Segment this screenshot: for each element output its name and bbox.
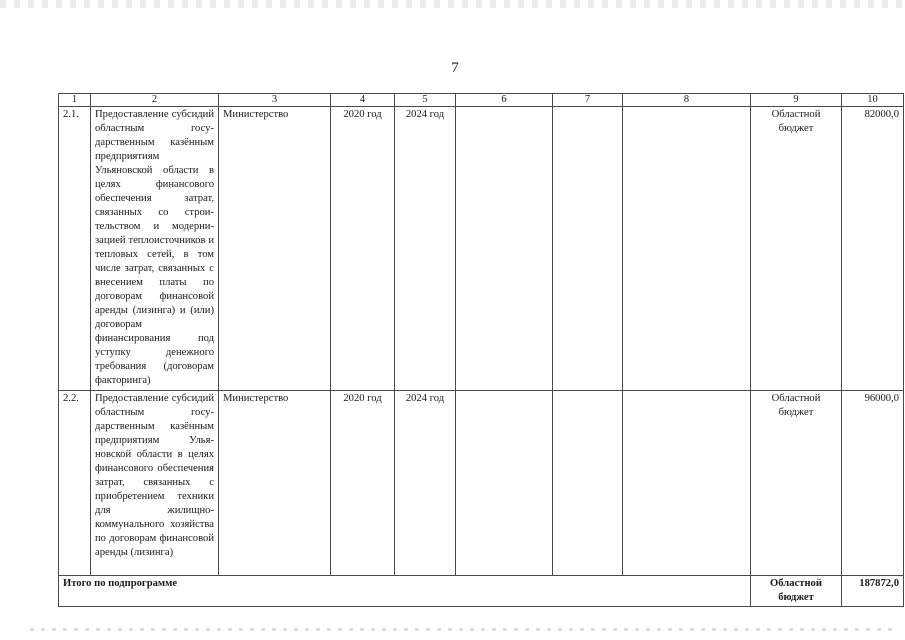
column-header: 2 <box>91 94 219 107</box>
row-amount: 96000,0 <box>842 391 904 576</box>
row-col-8 <box>623 107 751 391</box>
total-label: Итого по подпрограмме <box>59 576 751 607</box>
row-funding-source: Областной бюджет <box>751 391 842 576</box>
row-col-8 <box>623 391 751 576</box>
row-col-7 <box>553 107 623 391</box>
row-funding-source: Областной бюджет <box>751 107 842 391</box>
row-start-year: 2020 год <box>331 107 395 391</box>
total-row <box>59 576 904 607</box>
column-header: 4 <box>331 94 395 107</box>
row-number: 2.2. <box>59 391 91 576</box>
column-header: 8 <box>623 94 751 107</box>
column-header: 9 <box>751 94 842 107</box>
total-funding-source: Областной бюджет <box>751 576 842 607</box>
row-description: Предоставление субсидий областным государственным казённым предприятиям Ульяновской области в целях финансового обеспечения затрат, связанных с приобретением техники для жилищно-коммунального хозяйства по договорам финансовой аренды (лизинга) <box>91 391 219 576</box>
row-number: 2.1. <box>59 107 91 391</box>
scan-edge-top <box>0 0 905 8</box>
row-executor: Министерство <box>219 391 331 576</box>
row-start-year: 2020 год <box>331 391 395 576</box>
column-header: 1 <box>59 94 91 107</box>
row-amount: 82000,0 <box>842 107 904 391</box>
column-numbers-row <box>59 94 904 107</box>
column-header: 3 <box>219 94 331 107</box>
program-table <box>58 93 904 607</box>
page-number: 7 <box>451 60 459 76</box>
column-header: 5 <box>395 94 456 107</box>
row-description: Предоставление субсидий областным государственным казённым предприятиям Ульяновской области в целях финансового обеспечения затрат, связанных со строительством и модернизацией теплоисточников и тепловых сетей, в том числе затрат, связанных с внесением платы по договорам финансовой аренды (лизинга) и (или) договорам финансирования под уступку денежного требования (договорам факторинга) <box>91 107 219 391</box>
column-header: 7 <box>553 94 623 107</box>
row-end-year: 2024 год <box>395 107 456 391</box>
table-row <box>59 391 904 576</box>
row-col-6 <box>456 391 553 576</box>
row-end-year: 2024 год <box>395 391 456 576</box>
column-header: 6 <box>456 94 553 107</box>
scan-edge-bottom <box>30 628 895 631</box>
table-row <box>59 107 904 391</box>
row-col-7 <box>553 391 623 576</box>
total-amount: 187872,0 <box>842 576 904 607</box>
column-header: 10 <box>842 94 904 107</box>
row-executor: Министерство <box>219 107 331 391</box>
row-col-6 <box>456 107 553 391</box>
